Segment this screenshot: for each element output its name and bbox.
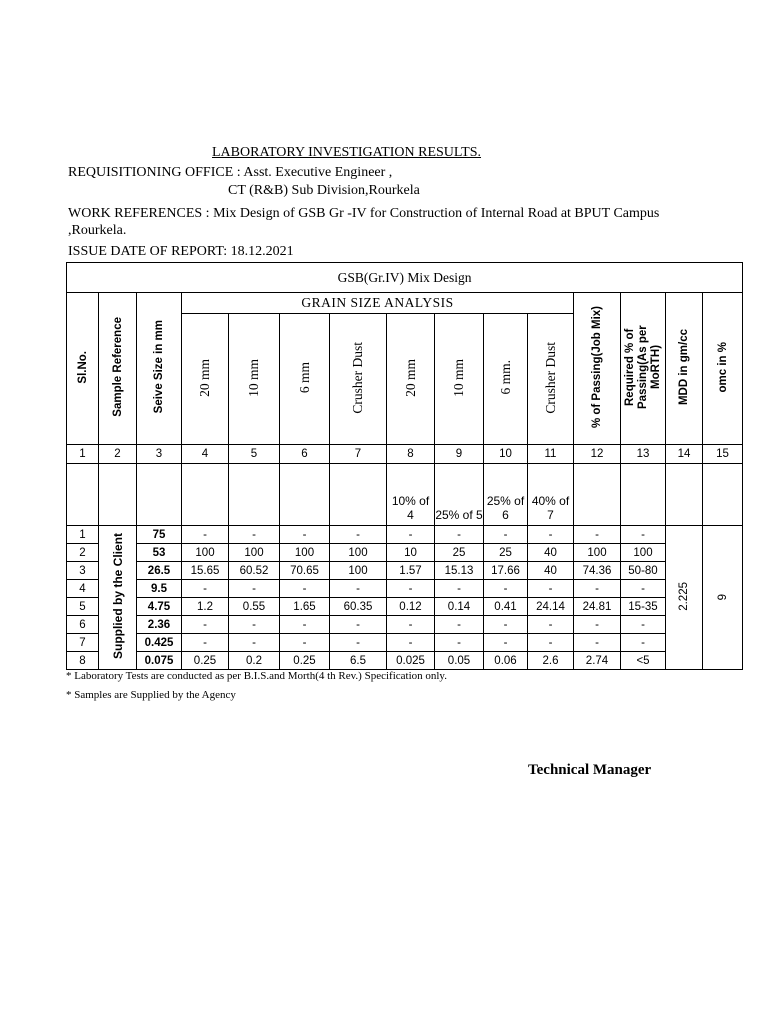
column-number: 6 xyxy=(280,445,330,464)
omc-value: 9 xyxy=(703,526,743,670)
header-crusher-dust-mix: Crusher Dust xyxy=(528,314,574,445)
table-cell: - xyxy=(435,526,484,544)
table-cell: 0.55 xyxy=(229,598,280,616)
row-slno: 7 xyxy=(67,634,99,652)
row-sieve-size: 0.425 xyxy=(137,634,182,652)
table-cell: - xyxy=(280,526,330,544)
table-cell: - xyxy=(574,634,621,652)
table-cell: 2.6 xyxy=(528,652,574,670)
table-cell: - xyxy=(484,634,528,652)
table-cell: 50-80 xyxy=(621,562,666,580)
table-cell: - xyxy=(528,580,574,598)
table-cell: 25 xyxy=(435,544,484,562)
table-cell: 0.06 xyxy=(484,652,528,670)
note-samples: * Samples are Supplied by the Agency xyxy=(66,689,236,701)
table-cell: 24.81 xyxy=(574,598,621,616)
table-row xyxy=(67,634,743,652)
table-cell: 60.35 xyxy=(330,598,387,616)
table-cell: 24.14 xyxy=(528,598,574,616)
row-slno: 1 xyxy=(67,526,99,544)
row-sieve-size: 2.36 xyxy=(137,616,182,634)
table-cell: - xyxy=(387,634,435,652)
table-cell: 15-35 xyxy=(621,598,666,616)
table-cell: 17.66 xyxy=(484,562,528,580)
table-cell: 15.13 xyxy=(435,562,484,580)
header-slno: Sl.No. xyxy=(67,293,99,445)
table-cell: - xyxy=(574,616,621,634)
table-cell: 70.65 xyxy=(280,562,330,580)
header-required-passing: Required % of Passing(As per MoRTH) xyxy=(621,293,666,445)
table-cell: 100 xyxy=(229,544,280,562)
table-cell: - xyxy=(182,616,229,634)
table-cell: 1.2 xyxy=(182,598,229,616)
signature-technical-manager: Technical Manager xyxy=(528,762,652,778)
table-cell: 100 xyxy=(330,544,387,562)
row-sieve-size: 26.5 xyxy=(137,562,182,580)
table-row xyxy=(67,562,743,580)
table-cell: - xyxy=(330,526,387,544)
table-cell: 60.52 xyxy=(229,562,280,580)
requisitioning-office-line2: CT (R&B) Sub Division,Rourkela xyxy=(228,183,420,198)
table-row xyxy=(67,598,743,616)
table-cell: - xyxy=(528,526,574,544)
table-cell: - xyxy=(280,580,330,598)
percent-of-5: 25% of 5 xyxy=(435,464,484,526)
header-6mm-mix: 6 mm. xyxy=(484,314,528,445)
table-cell: - xyxy=(182,526,229,544)
work-references: WORK REFERENCES : Mix Design of GSB Gr -IV for Construction of Internal Road at BPUT Campus ,Rourkela. xyxy=(68,206,660,238)
column-number: 8 xyxy=(387,445,435,464)
issue-date: ISSUE DATE OF REPORT: 18.12.2021 xyxy=(68,244,294,259)
table-cell: - xyxy=(621,616,666,634)
column-number: 3 xyxy=(137,445,182,464)
column-number: 9 xyxy=(435,445,484,464)
row-slno: 5 xyxy=(67,598,99,616)
table-cell: - xyxy=(484,526,528,544)
table-cell: 0.41 xyxy=(484,598,528,616)
header-crusher-dust: Crusher Dust xyxy=(330,314,387,445)
header-omc: omc in % xyxy=(703,293,743,445)
table-cell: 25 xyxy=(484,544,528,562)
column-number: 5 xyxy=(229,445,280,464)
row-slno: 3 xyxy=(67,562,99,580)
table-cell: - xyxy=(387,526,435,544)
table-cell: 0.05 xyxy=(435,652,484,670)
column-number: 10 xyxy=(484,445,528,464)
table-cell: - xyxy=(182,634,229,652)
header-sample-reference: Sample Reference xyxy=(99,293,137,445)
header-20mm: 20 mm xyxy=(182,314,229,445)
table-cell: - xyxy=(435,580,484,598)
column-number-row xyxy=(67,445,743,464)
sample-reference-cell: Supplied by the Client xyxy=(99,526,137,670)
row-slno: 4 xyxy=(67,580,99,598)
mdd-value: 2.225 xyxy=(666,526,703,670)
table-cell: - xyxy=(484,616,528,634)
header-10mm-mix: 10 mm xyxy=(435,314,484,445)
table-cell: - xyxy=(280,634,330,652)
table-row xyxy=(67,580,743,598)
table-title: GSB(Gr.IV) Mix Design xyxy=(67,263,743,293)
table-cell: - xyxy=(330,616,387,634)
table-cell: - xyxy=(387,580,435,598)
table-cell: - xyxy=(528,634,574,652)
table-cell: 40 xyxy=(528,544,574,562)
requisitioning-office: REQUISITIONING OFFICE : Asst. Executive Engineer , xyxy=(68,165,393,180)
column-number: 7 xyxy=(330,445,387,464)
table-cell: - xyxy=(435,616,484,634)
percent-of-row xyxy=(67,464,743,526)
grain-size-analysis-header: GRAIN SIZE ANALYSIS xyxy=(182,293,574,314)
table-cell: 1.65 xyxy=(280,598,330,616)
table-cell: - xyxy=(435,634,484,652)
column-number: 2 xyxy=(99,445,137,464)
note-lab-tests: * Laboratory Tests are conducted as per B.I.S.and Morth(4 th Rev.) Specification only. xyxy=(66,670,447,682)
mix-design-table xyxy=(66,262,743,670)
percent-of-4: 10% of 4 xyxy=(387,464,435,526)
header-10mm: 10 mm xyxy=(229,314,280,445)
table-cell: 40 xyxy=(528,562,574,580)
report-title: LABORATORY INVESTIGATION RESULTS. xyxy=(212,145,482,160)
header-6mm: 6 mm xyxy=(280,314,330,445)
header-20mm-mix: 20 mm xyxy=(387,314,435,445)
table-cell: - xyxy=(621,634,666,652)
table-cell: 2.74 xyxy=(574,652,621,670)
table-cell: - xyxy=(574,580,621,598)
table-cell: 10 xyxy=(387,544,435,562)
table-cell: - xyxy=(528,616,574,634)
header-mdd: MDD in gm/cc xyxy=(666,293,703,445)
table-cell: - xyxy=(280,616,330,634)
table-cell: - xyxy=(229,616,280,634)
column-number: 4 xyxy=(182,445,229,464)
row-sieve-size: 9.5 xyxy=(137,580,182,598)
table-cell: - xyxy=(229,580,280,598)
column-number: 14 xyxy=(666,445,703,464)
table-cell: 6.5 xyxy=(330,652,387,670)
row-sieve-size: 0.075 xyxy=(137,652,182,670)
table-cell: - xyxy=(229,634,280,652)
table-cell: - xyxy=(574,526,621,544)
column-number: 1 xyxy=(67,445,99,464)
table-cell: 100 xyxy=(621,544,666,562)
table-cell: 15.65 xyxy=(182,562,229,580)
table-cell: - xyxy=(621,526,666,544)
table-row xyxy=(67,544,743,562)
header-percent-passing: % of Passing(Job Mix) xyxy=(574,293,621,445)
row-sieve-size: 53 xyxy=(137,544,182,562)
column-number: 13 xyxy=(621,445,666,464)
table-cell: 74.36 xyxy=(574,562,621,580)
table-cell: - xyxy=(330,580,387,598)
column-number: 15 xyxy=(703,445,743,464)
table-cell: <5 xyxy=(621,652,666,670)
table-cell: 0.025 xyxy=(387,652,435,670)
row-slno: 8 xyxy=(67,652,99,670)
percent-of-6: 25% of 6 xyxy=(484,464,528,526)
table-cell: 100 xyxy=(574,544,621,562)
table-cell: 0.25 xyxy=(182,652,229,670)
row-sieve-size: 4.75 xyxy=(137,598,182,616)
row-slno: 2 xyxy=(67,544,99,562)
table-cell: 100 xyxy=(330,562,387,580)
table-cell: 100 xyxy=(182,544,229,562)
header-sieve-size: Seive Size in mm xyxy=(137,293,182,445)
column-number: 12 xyxy=(574,445,621,464)
column-number: 11 xyxy=(528,445,574,464)
table-cell: - xyxy=(484,580,528,598)
table-cell: 0.12 xyxy=(387,598,435,616)
row-slno: 6 xyxy=(67,616,99,634)
table-cell: - xyxy=(330,634,387,652)
table-row xyxy=(67,526,743,544)
table-cell: - xyxy=(621,580,666,598)
table-cell: - xyxy=(229,526,280,544)
table-cell: 0.14 xyxy=(435,598,484,616)
table-cell: 1.57 xyxy=(387,562,435,580)
table-cell: - xyxy=(387,616,435,634)
table-row xyxy=(67,652,743,670)
table-cell: 0.25 xyxy=(280,652,330,670)
percent-of-7: 40% of 7 xyxy=(528,464,574,526)
row-sieve-size: 75 xyxy=(137,526,182,544)
table-cell: 100 xyxy=(280,544,330,562)
table-row xyxy=(67,616,743,634)
table-cell: 0.2 xyxy=(229,652,280,670)
table-cell: - xyxy=(182,580,229,598)
